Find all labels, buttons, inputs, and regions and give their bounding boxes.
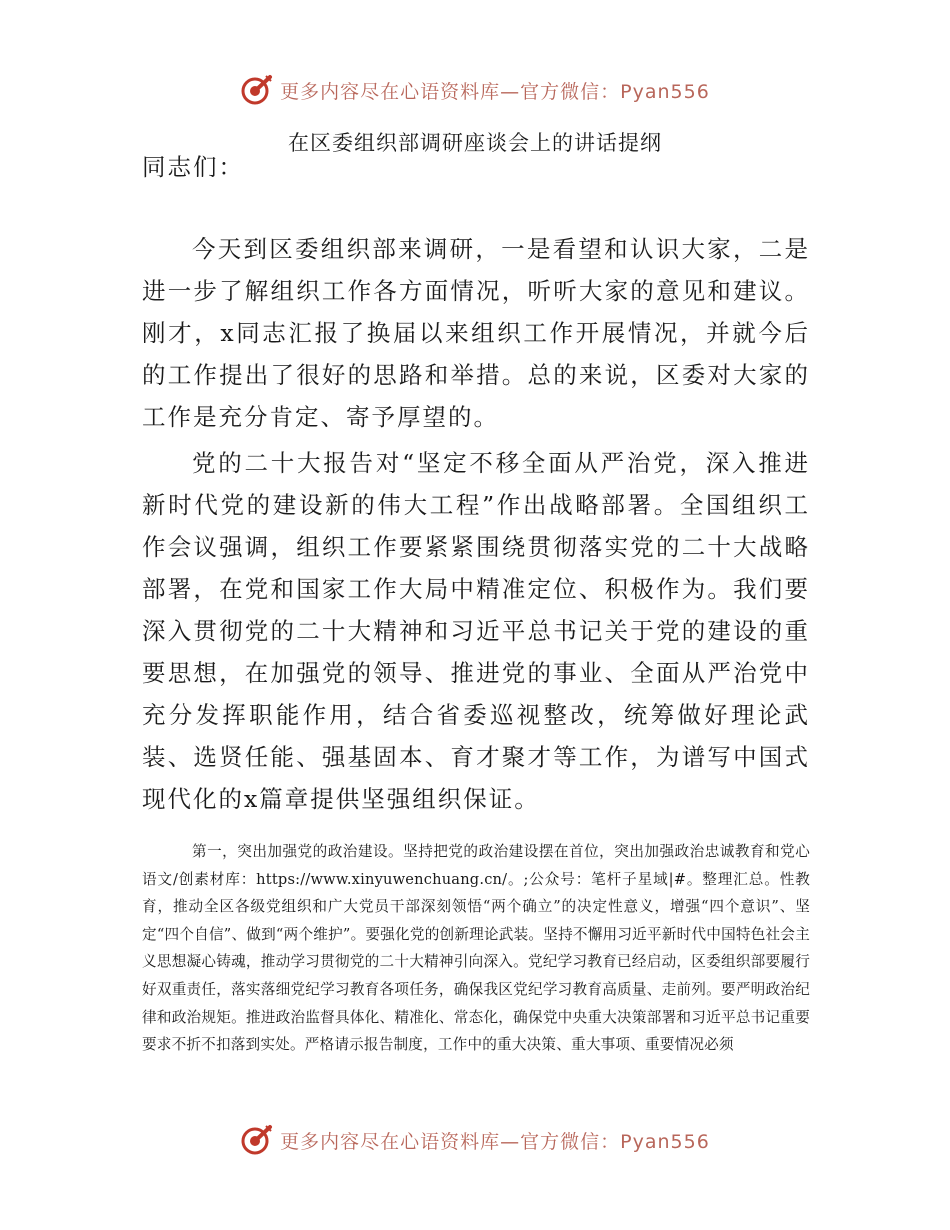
pen-logo-icon [240,1123,274,1157]
header-watermark [0,70,950,110]
greeting: 同志们： [142,153,244,181]
pen-logo-icon [240,73,274,107]
document-title: 在区委组织部调研座谈会上的讲话提纲 [288,131,662,155]
paragraph-intro: 今天到区委组织部来调研，一是看望和认识大家，二是进一步了解组织工作各方面情况，听听大家的意见和建议。刚才，x同志汇报了换届以来组织工作开展情况，并就今后的工作提出了很好的思路和举措。总的来说，区委对大家的工作是充分肯定、寄予厚望的。 [142,235,810,431]
paragraph-deployment: 党的二十大报告对“坚定不移全面从严治党，深入推进新时代党的建设新的伟大工程”作出战略部署。全国组织工作会议强调，组织工作要紧紧围绕贯彻落实党的二十大战略部署，在党和国家工作大局中精准定位、积极作为。我们要深入贯彻党的二十大精神和习近平总书记关于党的建设的重要思想，在加强党的领导、推进党的事业、全面从严治党中充分发挥职能作用，结合省委巡视整改，统筹做好理论武装、选贤任能、强基固本、育才聚才等工作，为谱写中国式现代化的x篇章提供坚强组织保证。 [142,449,810,813]
paragraph-first-point: 第一，突出加强党的政治建设。坚持把党的政治建设摆在首位，突出加强政治忠诚教育和党心语文/创素材库：https://www.xinyuwenchuang.cn/。;公众号：笔杆子星域|#。整理汇总。性教育，推动全区各级党组织和广大党员干部深刻领悟“两个确立”的决定性意义，增强“四个意识”、坚定“四个自信”、做到“两个维护”。要强化党的创新理论武装。坚持不懈用习近平新时代中国特色社会主义思想凝心铸魂，推动学习贯彻党的二十大精神引向深入。党纪学习教育已经启动，区委组织部要履行好双重责任，落实落细党纪学习教育各项任务，确保我区党纪学习教育高质量、走前列。要严明政治纪律和政治规矩。推进政治监督具体化、精准化、常态化，确保党中央重大决策部署和习近平总书记重要要求不折不扣落到实处。严格请示报告制度，工作中的重大决策、重大事项、重要情况必须 [142,843,810,1054]
watermark-text: 更多内容尽在心语资料库—官方微信：Pyan556 [280,1130,710,1153]
watermark-text: 更多内容尽在心语资料库—官方微信：Pyan556 [280,80,710,103]
footer-watermark [0,1120,950,1160]
